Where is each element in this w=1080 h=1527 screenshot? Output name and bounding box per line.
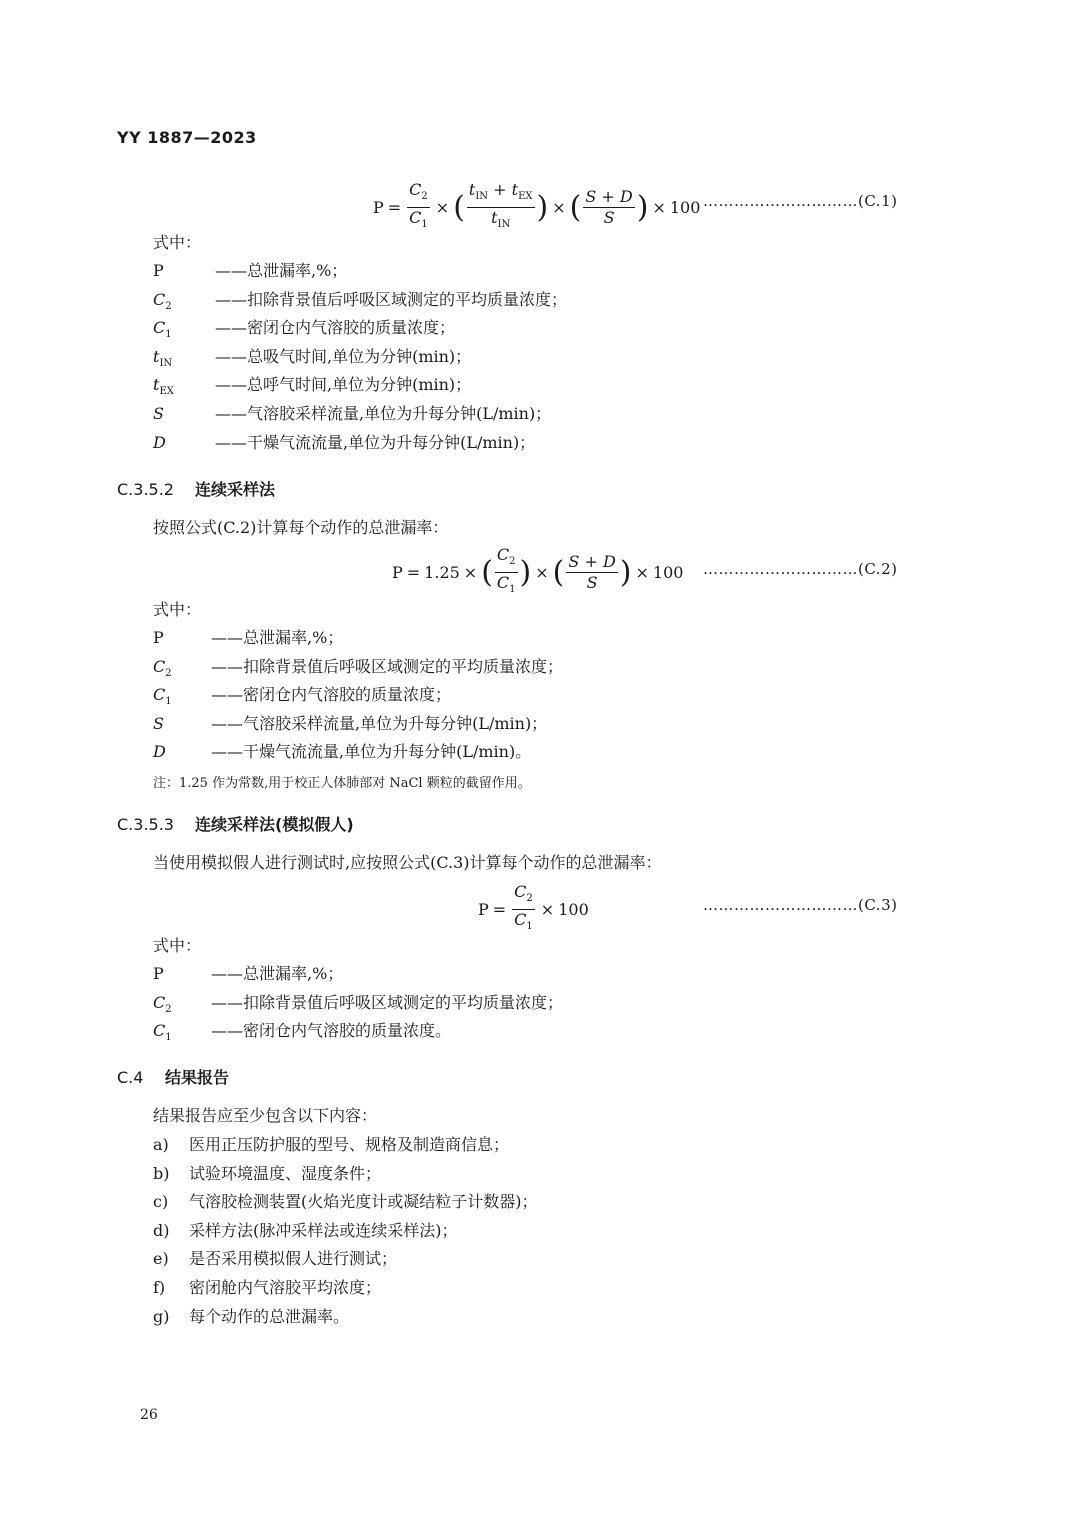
definition-symbol: D	[153, 742, 166, 762]
definition-text: ——密闭仓内气溶胶的质量浓度；	[211, 685, 452, 705]
definition-symbol: $C_1$	[153, 318, 172, 341]
definition-text: ——总泄漏率,%；	[211, 964, 344, 983]
list-item-letter: b)	[153, 1163, 170, 1183]
definition-row	[153, 347, 567, 376]
definition-text: ——干燥气流流量,单位为升每分钟(L/min)；	[215, 432, 536, 452]
fraction-time: $\frac{t_{IN} + t_{EX}}{t_{IN}}$	[468, 180, 533, 230]
definition-symbol: $C_1$	[153, 685, 172, 708]
list-item-letter: a)	[153, 1135, 169, 1154]
definition-symbol: $C_2$	[153, 289, 172, 312]
definition-text: ——总吸气时间,单位为分钟(min)；	[215, 346, 472, 366]
equation-number-c2: …………………………(C.2)	[703, 560, 898, 578]
list-item-text: 试验环境温度、湿度条件；	[189, 1163, 382, 1183]
list-item	[153, 1249, 538, 1278]
definition-symbol: $C_2$	[153, 992, 172, 1015]
list-item-letter: d)	[153, 1220, 170, 1240]
list-item-letter: e)	[153, 1249, 169, 1269]
definition-symbol: $C_2$	[153, 656, 172, 679]
list-item-text: 医用正压防护服的型号、规格及制造商信息；	[189, 1135, 510, 1154]
list-item	[153, 1164, 538, 1193]
definition-row	[153, 685, 563, 714]
where-label: 式中：	[153, 600, 202, 619]
section-heading-c4: C.4 结果报告	[117, 1068, 230, 1087]
definition-symbol: D	[153, 432, 166, 452]
list-item-letter: c)	[153, 1192, 169, 1212]
equation-c2: P = 1.25 × ( $\frac{C_2}{C_1}$ ) × ( $\frac{S + D}{S}$ ) × 100	[392, 545, 684, 595]
where-label: 式中：	[153, 233, 202, 252]
definition-symbol: S	[153, 713, 164, 733]
definition-text: ——密闭仓内气溶胶的质量浓度；	[215, 318, 456, 338]
definition-text: ——气溶胶采样流量,单位为升每分钟(L/min)；	[215, 403, 552, 423]
section-intro: 按照公式(C.2)计算每个动作的总泄漏率：	[153, 518, 449, 537]
definition-symbol: $C_1$	[153, 1021, 172, 1044]
note: 注：1.25 作为常数,用于校正人体肺部对 NaCl 颗粒的截留作用。	[153, 776, 531, 791]
definition-row	[153, 628, 563, 657]
list-item	[153, 1307, 538, 1336]
list-item-letter: g)	[153, 1306, 170, 1326]
section-heading-c353: C.3.5.3 连续采样法(模拟假人)	[117, 815, 354, 834]
definition-row	[153, 714, 563, 743]
definition-symbol: P	[153, 261, 164, 280]
definition-symbol: $t_{EX}$	[153, 375, 174, 398]
equation-c1: P = $\frac{C_2}{C_1}$ × ( $\frac{t_{IN} + t_{EX}}{t_{IN}}$ ) × ( $\frac{S + D}{S}$ ) × 100	[373, 180, 700, 235]
list-item	[153, 1278, 538, 1307]
document-header: YY 1887—2023	[117, 128, 257, 147]
definition-row	[153, 964, 563, 993]
equation-number-c3: …………………………(C.3)	[703, 896, 898, 914]
definition-text: ——扣除背景值后呼吸区域测定的平均质量浓度；	[211, 992, 564, 1012]
page-number: 26	[140, 1407, 158, 1423]
definition-symbol: P	[153, 628, 164, 647]
where-list-1	[153, 261, 567, 461]
definition-text: ——干燥气流流量,单位为升每分钟(L/min)。	[211, 742, 532, 762]
list-item-text: 每个动作的总泄漏率。	[189, 1306, 350, 1326]
definition-text: ——密闭仓内气溶胶的质量浓度。	[211, 1021, 452, 1041]
list-item-text: 密闭舱内气溶胶平均浓度；	[189, 1277, 382, 1297]
fraction-flow: $\frac{S + D}{S}$	[585, 187, 633, 227]
definition-row	[153, 290, 567, 319]
definition-text: ——扣除背景值后呼吸区域测定的平均质量浓度；	[215, 289, 568, 309]
definition-text: ——扣除背景值后呼吸区域测定的平均质量浓度；	[211, 656, 564, 676]
where-list-2	[153, 628, 563, 771]
definition-text: ——气溶胶采样流量,单位为升每分钟(L/min)；	[211, 713, 548, 733]
definition-text: ——总泄漏率,%；	[215, 261, 348, 280]
list-item	[153, 1135, 538, 1164]
list-item-text: 采样方法(脉冲采样法或连续采样法)；	[189, 1220, 458, 1240]
section-intro: 结果报告应至少包含以下内容：	[153, 1106, 378, 1125]
eq-lhs: P	[373, 198, 384, 217]
where-list-3	[153, 964, 563, 1050]
list-item	[153, 1221, 538, 1250]
definition-row	[153, 404, 567, 433]
section-heading-c352: C.3.5.2 连续采样法	[117, 480, 276, 499]
definition-row	[153, 375, 567, 404]
definition-symbol: P	[153, 964, 164, 983]
definition-text: ——总呼气时间,单位为分钟(min)；	[215, 375, 472, 395]
list-item	[153, 1192, 538, 1221]
definition-row	[153, 742, 563, 771]
definition-symbol: S	[153, 403, 164, 423]
definition-row	[153, 433, 567, 462]
equation-number-c1: …………………………(C.1)	[703, 192, 898, 210]
definition-row	[153, 261, 567, 290]
list-item-text: 是否采用模拟假人进行测试；	[189, 1249, 398, 1269]
list-item-letter: f)	[153, 1277, 166, 1297]
definition-row	[153, 1021, 563, 1050]
section-intro: 当使用模拟假人进行测试时,应按照公式(C.3)计算每个动作的总泄漏率：	[153, 853, 662, 872]
equation-c3: P = $\frac{C_2}{C_1}$ × 100	[478, 882, 589, 932]
where-label: 式中：	[153, 936, 202, 955]
definition-row	[153, 657, 563, 686]
report-list	[153, 1135, 538, 1335]
list-item-text: 气溶胶检测装置(火焰光度计或凝结粒子计数器)；	[189, 1192, 538, 1212]
definition-symbol: $t_{IN}$	[153, 346, 173, 369]
fraction-c2-c1: $\frac{C_2}{C_1}$	[409, 180, 428, 230]
definition-text: ——总泄漏率,%；	[211, 628, 344, 647]
definition-row	[153, 993, 563, 1022]
definition-row	[153, 318, 567, 347]
